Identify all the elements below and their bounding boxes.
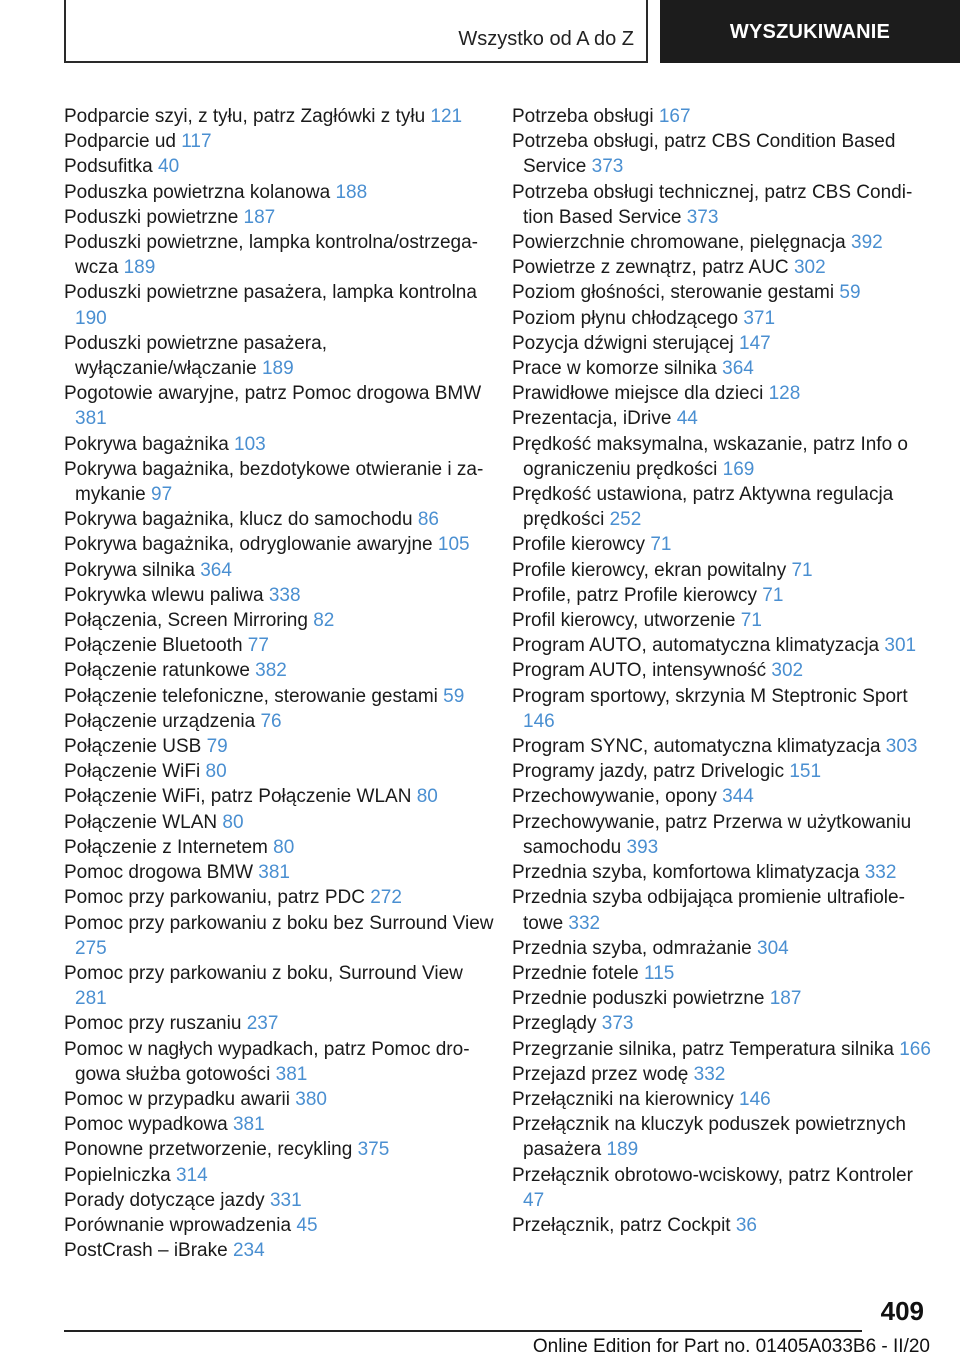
page-reference-link[interactable]: 381 xyxy=(75,408,107,430)
page-reference-link[interactable]: 151 xyxy=(789,761,822,783)
page-reference-link[interactable]: 393 xyxy=(626,836,659,858)
page-reference-link[interactable]: 375 xyxy=(357,1139,390,1161)
index-entry-text: PostCrash – iBrake xyxy=(64,1240,228,1262)
page-reference-link[interactable]: 115 xyxy=(644,962,675,984)
page-reference-link[interactable]: 45 xyxy=(296,1214,318,1236)
page-reference-link[interactable]: 188 xyxy=(335,181,368,203)
index-entry xyxy=(64,1213,494,1238)
page-reference-link[interactable]: 86 xyxy=(417,509,439,531)
index-entry-text: Potrzeba obsługi xyxy=(512,106,654,127)
index-entry-text: Poduszka powietrzna kolanowa xyxy=(64,181,331,203)
edition-footer: Online Edition for Part no. 01405A033B6 - II/20 xyxy=(532,1336,930,1357)
index-entry-text: Poziom głośności, sterowanie gestami xyxy=(512,282,835,304)
index-entry xyxy=(64,608,494,633)
index-entry xyxy=(512,1112,932,1162)
page-reference-link[interactable]: 373 xyxy=(601,1013,634,1035)
index-entry-text: Przednie fotele xyxy=(512,962,639,984)
index-entry xyxy=(512,961,932,986)
page-reference-link[interactable]: 382 xyxy=(255,660,287,682)
page-reference-link[interactable]: 166 xyxy=(899,1038,931,1060)
index-entry-text: Profile kierowcy, ekran powitalny xyxy=(512,559,787,581)
page-reference-link[interactable]: 128 xyxy=(768,383,801,405)
page-reference-link[interactable]: 332 xyxy=(864,862,897,884)
index-entry-text: Pomoc drogowa BMW xyxy=(64,862,254,884)
index-entry-text: Pogotowie awaryjne, patrz Pomoc drogowa BMW xyxy=(64,383,482,405)
index-entry-text: Przednia szyba odbijająca promienie ultrafioletowe xyxy=(512,887,905,934)
page-reference-link[interactable]: 281 xyxy=(75,988,107,1010)
index-entry xyxy=(512,784,932,809)
page-reference-link[interactable]: 103 xyxy=(234,433,266,455)
index-entry-text: Przełącznik, patrz Cockpit xyxy=(512,1214,731,1236)
index-entry xyxy=(512,986,932,1011)
index-entry xyxy=(64,810,494,835)
index-entry-text: Profile, patrz Profile kierowcy xyxy=(512,584,757,606)
index-entry xyxy=(512,1037,932,1062)
page-reference-link[interactable]: 303 xyxy=(885,736,918,758)
index-entry xyxy=(512,104,932,129)
index-entry-text: Pomoc przy parkowaniu, patrz PDC xyxy=(64,887,365,909)
page-reference-link[interactable]: 275 xyxy=(75,937,107,959)
index-entry-text: Przełącznik na kluczyk poduszek powietrznych pasażera xyxy=(512,1114,906,1161)
index-entry xyxy=(512,558,932,583)
index-entry xyxy=(64,1112,494,1137)
index-entry xyxy=(64,734,494,759)
index-entry xyxy=(64,280,494,330)
page-reference-link[interactable]: 187 xyxy=(243,206,276,228)
page-reference-link[interactable]: 80 xyxy=(273,836,295,858)
index-entry-text: Połączenie WLAN xyxy=(64,811,218,833)
index-entry xyxy=(512,1213,932,1238)
index-entry xyxy=(64,180,494,205)
index-entry xyxy=(64,230,494,280)
page-reference-link[interactable]: 71 xyxy=(650,534,672,556)
index-entry xyxy=(64,835,494,860)
index-entry xyxy=(64,331,494,381)
index-entry-text: Poduszki powietrzne pasażera, wyłączanie/włączanie xyxy=(64,332,327,380)
index-entry xyxy=(512,1062,932,1087)
index-entry xyxy=(64,709,494,734)
index-entry xyxy=(64,432,494,457)
page-reference-link[interactable]: 147 xyxy=(739,332,771,354)
index-entry-text: Pomoc w przypadku awarii xyxy=(64,1088,290,1110)
index-entry-text: Pomoc wypadkowa xyxy=(64,1114,228,1136)
index-entry-text: Pomoc przy parkowaniu z boku, Surround View xyxy=(64,962,463,984)
index-entry-text: Połączenie ratunkowe xyxy=(64,660,250,682)
index-entry xyxy=(512,180,932,230)
index-column-right xyxy=(512,104,932,1238)
index-entry xyxy=(64,129,494,154)
index-entry xyxy=(64,507,494,532)
page-reference-link[interactable]: 189 xyxy=(123,257,156,279)
page-reference-link[interactable]: 167 xyxy=(658,106,691,127)
page-reference-link[interactable]: 44 xyxy=(676,408,698,430)
index-entry-text: Połączenia, Screen Mirroring xyxy=(64,610,308,632)
index-entry xyxy=(512,810,932,860)
index-entry-text: Podparcie ud xyxy=(64,131,176,153)
index-entry-text: Przegrzanie silnika, patrz Temperatura silnika xyxy=(512,1038,894,1060)
index-entry-text: Pokrywka wlewu paliwa xyxy=(64,584,264,606)
index-entry xyxy=(64,633,494,658)
page-reference-link[interactable]: 71 xyxy=(740,610,762,632)
index-entry xyxy=(512,860,932,885)
page-reference-link[interactable]: 190 xyxy=(75,307,107,329)
index-entry-text: Podparcie szyi, z tyłu, patrz Zagłówki z tyłu xyxy=(64,106,426,127)
index-entry-text: Pokrywa bagażnika, klucz do samochodu xyxy=(64,509,413,531)
page-reference-link[interactable]: 314 xyxy=(175,1164,208,1186)
index-entry-text: Program sportowy, skrzynia M Steptronic Sport xyxy=(512,685,908,707)
search-tab[interactable]: WYSZUKIWANIE xyxy=(660,0,960,63)
index-entry-text: Poduszki powietrzne pasażera, lampka kontrolna xyxy=(64,282,477,304)
index-entry xyxy=(512,1011,932,1036)
page-reference-link[interactable]: 380 xyxy=(295,1088,327,1110)
index-entry xyxy=(512,306,932,331)
index-entry-text: Połączenie WiFi xyxy=(64,761,201,783)
index-entry xyxy=(512,608,932,633)
page-reference-link[interactable]: 146 xyxy=(523,710,555,732)
page-reference-link[interactable]: 234 xyxy=(232,1240,265,1262)
index-entry-text: Przednia szyba, odmrażanie xyxy=(512,937,752,959)
index-entry xyxy=(64,558,494,583)
page-reference-link[interactable]: 189 xyxy=(606,1139,639,1161)
index-entry-text: Profile kierowcy xyxy=(512,534,646,556)
index-entry xyxy=(64,583,494,608)
index-entry-text: Prezentacja, iDrive xyxy=(512,408,672,430)
index-entry xyxy=(64,784,494,809)
index-entry-text: Prawidłowe miejsce dla dzieci xyxy=(512,383,764,405)
index-entry xyxy=(512,633,932,658)
index-entry-text: Przechowywanie, patrz Przerwa w użytkowaniu samochodu xyxy=(512,811,912,858)
page-reference-link[interactable]: 381 xyxy=(232,1114,265,1136)
page-reference-link[interactable]: 344 xyxy=(722,786,754,808)
index-entry xyxy=(64,885,494,910)
index-entry-text: Prace w komorze silnika xyxy=(512,358,717,380)
page-reference-link[interactable]: 80 xyxy=(222,811,244,833)
index-entry xyxy=(512,583,932,608)
index-entry xyxy=(64,684,494,709)
index-entry-text: Porównanie wprowadzenia xyxy=(64,1214,292,1236)
index-entry xyxy=(512,280,932,305)
index-entry-text: Pokrywa silnika xyxy=(64,559,195,581)
page-reference-link[interactable]: 373 xyxy=(591,156,624,178)
page-reference-link[interactable]: 371 xyxy=(743,307,776,329)
index-entry xyxy=(64,1163,494,1188)
page-number: 409 xyxy=(880,1296,924,1326)
index-entry-text: Prędkość maksymalna, wskazanie, patrz Info o ograniczeniu prędkości xyxy=(512,433,909,480)
index-entry-text: Powierzchnie chromowane, pielęgnacja xyxy=(512,232,846,254)
page-reference-link[interactable]: 47 xyxy=(523,1189,545,1211)
index-entry xyxy=(64,658,494,683)
index-entry-text: Przechowywanie, opony xyxy=(512,786,717,808)
index-entry xyxy=(64,759,494,784)
index-entry-text: Przednia szyba, komfortowa klimatyzacja xyxy=(512,862,860,884)
page-reference-link[interactable]: 71 xyxy=(791,559,813,581)
index-entry-text: Pokrywa bagażnika, bezdotykowe otwieranie i zamykanie xyxy=(64,458,484,506)
page-reference-link[interactable]: 187 xyxy=(769,988,802,1010)
page-reference-link[interactable]: 79 xyxy=(206,736,228,758)
page-reference-link[interactable]: 146 xyxy=(739,1088,771,1110)
page-reference-link[interactable]: 381 xyxy=(275,1063,308,1085)
index-entry xyxy=(512,532,932,557)
index-entry-text: Poduszki powietrzne, lampka kontrolna/ostrzegawcza xyxy=(64,232,478,279)
page-reference-link[interactable]: 80 xyxy=(416,786,438,808)
index-entry xyxy=(64,1037,494,1087)
index-entry-text: Program AUTO, intensywność xyxy=(512,660,767,682)
index-entry-text: Przełączniki na kierownicy xyxy=(512,1088,734,1110)
index-entry-text: Pozycja dźwigni sterującej xyxy=(512,332,734,354)
index-entry-text: Potrzeba obsługi, patrz CBS Condition Based Service xyxy=(512,131,896,178)
page-reference-link[interactable]: 332 xyxy=(568,912,601,934)
index-entry xyxy=(512,482,932,532)
page-reference-link[interactable]: 40 xyxy=(158,156,180,178)
page-reference-link[interactable]: 71 xyxy=(762,584,784,606)
index-entry-text: Podsufitka xyxy=(64,156,153,178)
page-reference-link[interactable]: 80 xyxy=(205,761,227,783)
index-entry-text: Poziom płynu chłodzącego xyxy=(512,307,739,329)
index-entry xyxy=(512,1087,932,1112)
index-entry xyxy=(64,381,494,431)
index-entry xyxy=(64,1087,494,1112)
page-reference-link[interactable]: 105 xyxy=(437,534,470,556)
index-entry xyxy=(64,457,494,507)
index-entry xyxy=(512,129,932,179)
index-entry xyxy=(512,1163,932,1213)
index-entry xyxy=(512,406,932,431)
index-entry-text: Profil kierowcy, utworzenie xyxy=(512,610,736,632)
index-entry xyxy=(512,432,932,482)
index-entry xyxy=(512,230,932,255)
index-entry xyxy=(64,1238,494,1263)
index-entry-text: Powietrze z zewnątrz, patrz AUC xyxy=(512,257,789,279)
index-entry xyxy=(64,911,494,961)
index-entry-text: Program AUTO, automatyczna klimatyzacja xyxy=(512,635,880,657)
index-entry xyxy=(64,860,494,885)
index-entry xyxy=(512,381,932,406)
page-reference-link[interactable]: 82 xyxy=(313,610,335,632)
index-entry-text: Połączenie USB xyxy=(64,736,202,758)
page-reference-link[interactable]: 302 xyxy=(771,660,804,682)
page-reference-link[interactable]: 189 xyxy=(261,358,294,380)
index-entry-text: Prędkość ustawiona, patrz Aktywna regulacja prędkości xyxy=(512,484,894,531)
page-reference-link[interactable]: 252 xyxy=(609,509,642,531)
index-entry-text: Potrzeba obsługi technicznej, patrz CBS Condition Based Service xyxy=(512,181,913,228)
page-reference-link[interactable]: 373 xyxy=(686,206,719,228)
index-entry xyxy=(64,154,494,179)
page-reference-link[interactable]: 117 xyxy=(181,131,212,153)
index-entry-text: Ponowne przetworzenie, recykling xyxy=(64,1139,353,1161)
index-entry xyxy=(64,1011,494,1036)
index-entry-text: Połączenie WiFi, patrz Połączenie WLAN xyxy=(64,786,412,808)
index-entry xyxy=(512,936,932,961)
page-reference-link[interactable]: 77 xyxy=(247,635,269,657)
page-reference-link[interactable]: 331 xyxy=(269,1189,302,1211)
page-reference-link[interactable]: 36 xyxy=(735,1214,757,1236)
page-reference-link[interactable]: 364 xyxy=(722,358,754,380)
index-entry-text: Przejazd przez wodę xyxy=(512,1063,689,1085)
index-column-left xyxy=(64,104,494,1263)
page-reference-link[interactable]: 59 xyxy=(839,282,861,304)
page-reference-link[interactable]: 59 xyxy=(443,685,465,707)
page-reference-link[interactable]: 169 xyxy=(722,458,755,480)
index-entry xyxy=(512,255,932,280)
index-entry xyxy=(512,734,932,759)
index-entry-text: Pokrywa bagażnika xyxy=(64,433,229,455)
index-entry-text: Przeglądy xyxy=(512,1013,597,1035)
page-reference-link[interactable]: 272 xyxy=(370,887,402,909)
index-entry-text: Poduszki powietrzne xyxy=(64,206,239,228)
footer-divider xyxy=(64,1330,862,1332)
index-entry xyxy=(64,532,494,557)
index-entry xyxy=(512,684,932,734)
index-entry xyxy=(64,1137,494,1162)
page-reference-link[interactable]: 304 xyxy=(757,937,789,959)
index-entry xyxy=(64,1188,494,1213)
index-entry xyxy=(512,658,932,683)
page-reference-link[interactable]: 302 xyxy=(793,257,826,279)
index-entry-text: Połączenie urządzenia xyxy=(64,710,256,732)
index-entry xyxy=(64,961,494,1011)
page-reference-link[interactable]: 332 xyxy=(693,1063,726,1085)
index-entry-text: Przednie poduszki powietrzne xyxy=(512,988,765,1010)
page-reference-link[interactable]: 76 xyxy=(260,710,282,732)
page-reference-link[interactable]: 301 xyxy=(884,635,917,657)
index-entry-text: Program SYNC, automatyczna klimatyzacja xyxy=(512,736,881,758)
index-entry-text: Pomoc przy parkowaniu z boku bez Surround View xyxy=(64,912,494,934)
index-entry-text: Połączenie telefoniczne, sterowanie gestami xyxy=(64,685,438,707)
page-reference-link[interactable]: 237 xyxy=(246,1013,279,1035)
index-entry-text: Pomoc przy ruszaniu xyxy=(64,1013,242,1035)
page-reference-link[interactable]: 364 xyxy=(200,559,232,581)
index-entry xyxy=(512,331,932,356)
page-reference-link[interactable]: 381 xyxy=(258,862,290,884)
index-entry-text: Pokrywa bagażnika, odryglowanie awaryjne xyxy=(64,534,433,556)
index-entry-text: Popielniczka xyxy=(64,1164,171,1186)
index-entry xyxy=(512,759,932,784)
index-entry-text: Połączenie z Internetem xyxy=(64,836,268,858)
page-reference-link[interactable]: 338 xyxy=(268,584,301,606)
index-entry-text: Pomoc w nagłych wypadkach, patrz Pomoc drogowa służba gotowości xyxy=(64,1038,470,1085)
index-entry xyxy=(512,356,932,381)
index-entry-text: Programy jazdy, patrz Drivelogic xyxy=(512,761,785,783)
index-entry xyxy=(64,104,494,129)
index-entry-text: Przełącznik obrotowo-wciskowy, patrz Kontroler xyxy=(512,1164,913,1186)
section-title: Wszystko od A do Z xyxy=(458,28,634,50)
page-reference-link[interactable]: 97 xyxy=(151,484,173,506)
index-entry-text: Połączenie Bluetooth xyxy=(64,635,243,657)
index-entry xyxy=(512,885,932,935)
page-reference-link[interactable]: 121 xyxy=(430,106,463,127)
index-entry xyxy=(64,205,494,230)
page-reference-link[interactable]: 392 xyxy=(851,232,883,254)
index-entry-text: Porady dotyczące jazdy xyxy=(64,1189,265,1211)
